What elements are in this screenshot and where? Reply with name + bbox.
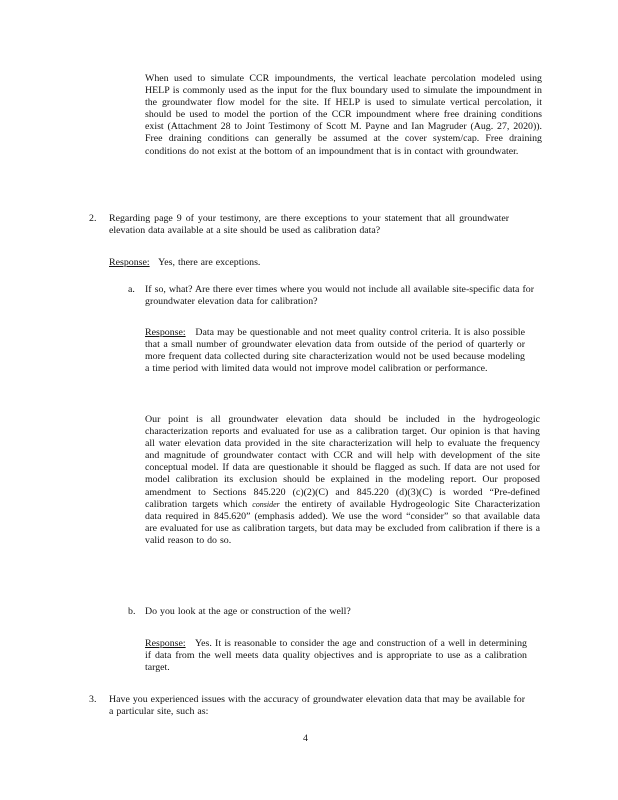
question-2a-letter: a. xyxy=(128,284,135,295)
response-text: Yes, there are exceptions. xyxy=(158,257,261,268)
question-2a-response xyxy=(145,327,525,375)
question-2a-response-paragraph-2 xyxy=(145,414,540,547)
question-2-number: 2. xyxy=(89,213,97,224)
response-text: Yes. It is reasonable to consider the age and construction of a well in determining if data from the well meets data quality objectives and is appropriate to use as a calibration target. xyxy=(145,638,527,674)
question-2-response xyxy=(109,257,509,269)
question-2a-text: If so, what? Are there ever times where you would not include all available site-specific data for groundwater elevation data for calibration? xyxy=(145,284,534,308)
response-text-part-2: the entirety of available Hydrogeologic Site Characterization data required in 845.620” (emphasis added). We use the word “consider” so that available data are evaluated for use as calibration targets, but data may be excluded from calibration if there is a valid reason to do so. xyxy=(145,498,541,546)
question-2-text: Regarding page 9 of your testimony, are there exceptions to your statement that all groundwater elevation data available at a site should be used as calibration data? xyxy=(109,213,509,237)
question-3-text: Have you experienced issues with the accuracy of groundwater elevation data that may be available for a particular site, such as: xyxy=(109,694,525,718)
response-text-part-1: Our point is all groundwater elevation data should be included in the hydrogeologic characterization reports and evaluated for use as a calibration target. Our opinion is that having all water elevation data provided in the site characterization will help to evaluate the frequency and magnitude of groundwater contact with CCR and will help with development of the site conceptual model. If data are questionable it should be flagged as such. If data are not used for model calibration its exclusion should be explained in the modeling report. Our proposed amendment to Sections 845.220 (c)(2)(C) and 845.220 (d)(3)(C) is worded “Pre-defined calibration targets which xyxy=(145,414,540,510)
question-2b-response xyxy=(145,638,527,674)
paragraph-help-percolation: When used to simulate CCR impoundments, the vertical leachate percolation modeled using HELP is commonly used as the input for the flux boundary used to simulate the impoundment in the groundwater flow model for the site. If HELP is used to simulate vertical percolation, it should be used to model the portion of the CCR impoundment where free draining conditions exist (Attachment 28 to Joint Testimony of Scott M. Payne and Ian Magruder (Aug. 27, 2020)). Free draining conditions can generally be assumed at the cover system/cap. Free draining conditions do not exist at the bottom of an impoundment that is in contact with groundwater. xyxy=(145,73,542,157)
response-text: Data may be questionable and not meet quality control criteria. It is also possible that a small number of groundwater elevation data from outside of the period of quarterly or more frequent data collected during site characterization would not be used because modeling a time period with limited data would not improve model calibration or performance. xyxy=(145,327,525,375)
response-label: Response: xyxy=(109,257,150,268)
question-2b-letter: b. xyxy=(128,606,136,617)
question-3-number: 3. xyxy=(89,694,97,705)
response-label: Response: xyxy=(145,638,186,649)
page-number: 4 xyxy=(303,733,308,744)
question-2b-text: Do you look at the age or construction of the well? xyxy=(145,606,351,617)
response-label: Response: xyxy=(145,327,186,338)
response-text-italic: consider xyxy=(252,499,280,509)
